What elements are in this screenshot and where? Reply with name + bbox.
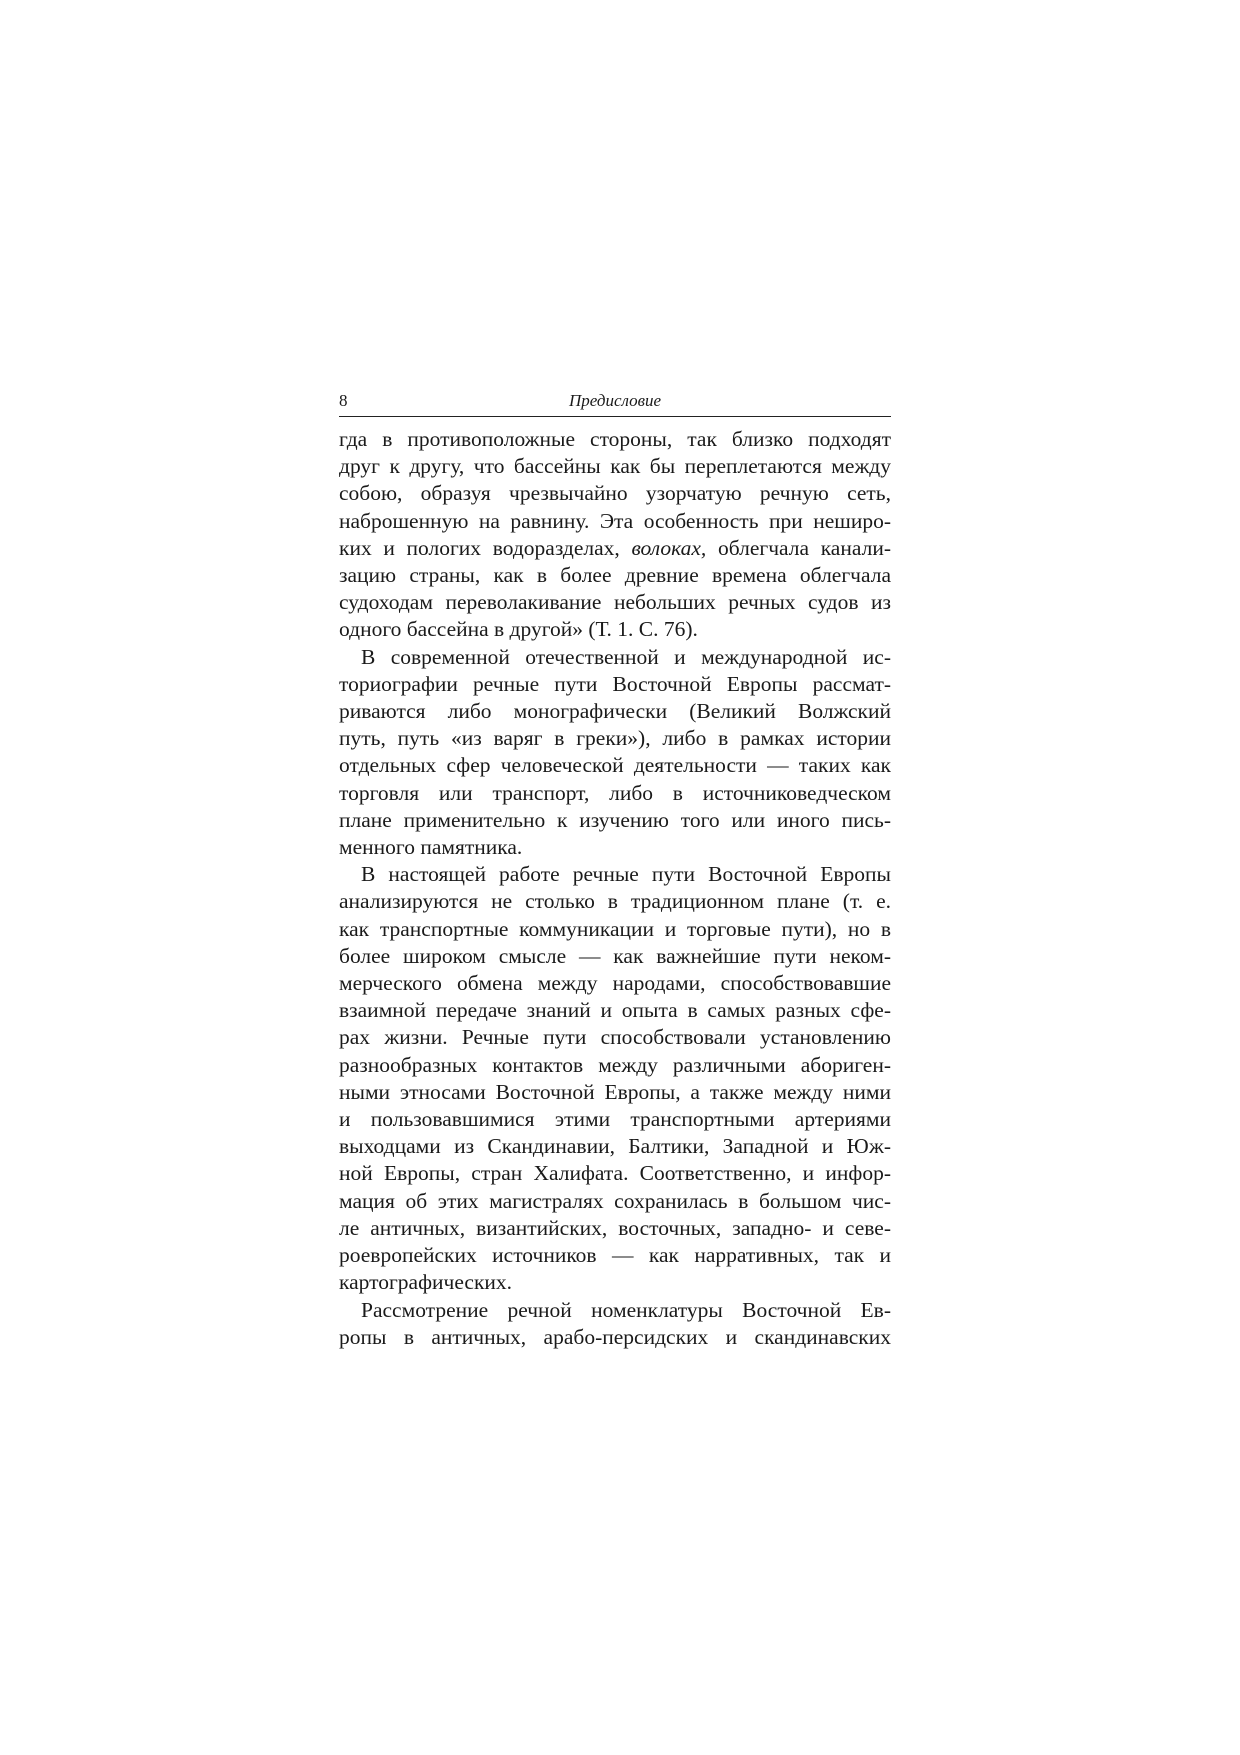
text-line: мерческого обмена между народами, способствовавшие: [339, 971, 891, 996]
text-line: взаимной передаче знаний и опыта в самых разных сфе-: [339, 998, 891, 1023]
text-line: риваются либо монографически (Великий Волжский: [339, 699, 891, 724]
text-line: отдельных сфер человеческой деятельности — таких как: [339, 753, 891, 778]
text-line: как транспортные коммуникации и торговые пути), но в: [339, 916, 891, 941]
text-line: ными этносами Восточной Европы, а также между ними: [339, 1079, 891, 1104]
text-line: плане применительно к изучению того или иного пись-: [339, 807, 891, 832]
text-segment: ких и пологих водоразделах,: [339, 535, 632, 560]
text-line: собою, образуя чрезвычайно узорчатую речную сеть,: [339, 481, 891, 506]
text-line: менного памятника.: [339, 835, 523, 860]
book-page: [339, 388, 891, 1351]
paragraph-4: [339, 1297, 891, 1351]
text-line: путь, путь «из варяг в греки»), либо в рамках истории: [339, 726, 891, 751]
running-title: Предисловие: [568, 391, 662, 410]
text-line: ной Европы, стран Халифата. Соответственно, и инфор-: [339, 1161, 891, 1186]
text-line: выходцами из Скандинавии, Балтики, Западной и Юж-: [339, 1134, 891, 1159]
text-line: [339, 535, 891, 562]
paragraph-2: [339, 644, 891, 862]
text-line: Рассмотрение речной номенклатуры Восточной Ев-: [361, 1297, 891, 1322]
text-line: роевропейских источников — как нарративных, так и: [339, 1243, 891, 1268]
text-line: мация об этих магистралях сохранилась в большом чис-: [339, 1188, 891, 1213]
text-line: торговля или транспорт, либо в источниковедческом: [339, 780, 891, 805]
text-line: одного бассейна в другой» (Т. 1. С. 76).: [339, 617, 698, 642]
body-text: [339, 426, 891, 1351]
text-line: и пользовавшимися этими транспортными артериями: [339, 1107, 891, 1132]
text-line: судоходам переволакивание небольших речных судов из: [339, 590, 891, 615]
paragraph-3: [339, 861, 891, 1296]
running-head: [339, 388, 891, 417]
page-number: 8: [339, 391, 348, 410]
text-line: друг к другу, что бассейны как бы переплетаются между: [339, 454, 891, 479]
italic-term: волоках,: [631, 535, 707, 560]
paragraph-1: [339, 426, 891, 644]
text-line: разнообразных контактов между различными абориген-: [339, 1052, 891, 1077]
text-line: ле античных, византийских, восточных, западно- и севе-: [339, 1215, 891, 1240]
text-line: картографических.: [339, 1270, 513, 1295]
text-line: более широком смысле — как важнейшие пути неком-: [339, 943, 891, 968]
text-line: ропы в античных, арабо-персидских и скандинавских: [339, 1324, 891, 1349]
text-line: В современной отечественной и международной ис-: [361, 644, 891, 669]
text-line: наброшенную на равнину. Эта особенность при неширо-: [339, 508, 891, 533]
text-line: рах жизни. Речные пути способствовали установлению: [339, 1025, 891, 1050]
text-segment: облегчала канали-: [706, 535, 891, 560]
text-line: зацию страны, как в более древние времена облегчала: [339, 563, 891, 588]
text-line: гда в противоположные стороны, так близко подходят: [339, 427, 891, 451]
text-line: анализируются не столько в традиционном плане (т. е.: [339, 889, 891, 914]
text-line: ториографии речные пути Восточной Европы рассмат-: [339, 671, 891, 696]
text-line: В настоящей работе речные пути Восточной Европы: [361, 862, 891, 887]
